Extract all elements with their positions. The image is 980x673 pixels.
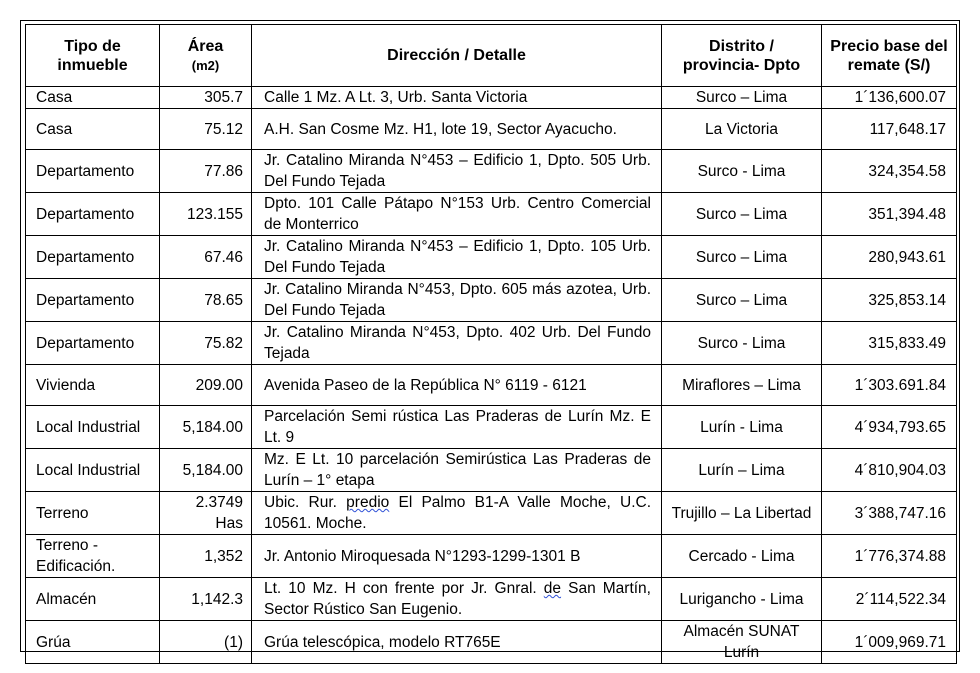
table-header — [26, 25, 957, 87]
cell-precio: 1´303.691.84 — [822, 365, 957, 406]
auction-table — [25, 24, 957, 664]
cell-distrito: Cercado - Lima — [662, 535, 822, 578]
cell-precio: 351,394.48 — [822, 193, 957, 236]
cell-area: 1,142.3 — [160, 578, 252, 621]
table-row — [26, 236, 957, 279]
table-row — [26, 365, 957, 406]
spellcheck-word: predio — [346, 494, 390, 511]
cell-precio: 1´136,600.07 — [822, 87, 957, 109]
header-area-unit: (m2) — [191, 57, 220, 73]
cell-area: 75.12 — [160, 109, 252, 150]
cell-distrito: Surco – Lima — [662, 279, 822, 322]
table-row — [26, 322, 957, 365]
header-tipo: Tipo de inmueble — [26, 25, 160, 87]
cell-direccion: Mz. E Lt. 10 parcelación Semirústica Las Praderas de Lurín – 1° etapa — [252, 449, 662, 492]
cell-tipo: Casa — [26, 87, 160, 109]
cell-distrito: Surco - Lima — [662, 322, 822, 365]
cell-tipo: Terreno - Edificación. — [26, 535, 160, 578]
cell-precio: 4´810,904.03 — [822, 449, 957, 492]
cell-distrito: La Victoria — [662, 109, 822, 150]
cell-direccion: Jr. Catalino Miranda N°453 – Edificio 1, Dpto. 505 Urb. Del Fundo Tejada — [252, 150, 662, 193]
table-row — [26, 492, 957, 535]
cell-area: 5,184.00 — [160, 449, 252, 492]
cell-precio: 117,648.17 — [822, 109, 957, 150]
cell-area: 67.46 — [160, 236, 252, 279]
cell-area: 77.86 — [160, 150, 252, 193]
table-row — [26, 406, 957, 449]
cell-direccion: Jr. Catalino Miranda N°453, Dpto. 402 Urb. Del Fundo Tejada — [252, 322, 662, 365]
cell-area: 2.3749 Has — [160, 492, 252, 535]
cell-tipo: Almacén — [26, 578, 160, 621]
table-row — [26, 621, 957, 664]
cell-direccion: A.H. San Cosme Mz. H1, lote 19, Sector Ayacucho. — [252, 109, 662, 150]
cell-distrito: Trujillo – La Libertad — [662, 492, 822, 535]
cell-distrito: Surco – Lima — [662, 193, 822, 236]
direccion-text-pre: Lt. 10 Mz. H con frente por Jr. Gnral. — [264, 580, 544, 597]
header-direccion: Dirección / Detalle — [252, 25, 662, 87]
cell-direccion: Grúa telescópica, modelo RT765E — [252, 621, 662, 664]
cell-distrito: Miraflores – Lima — [662, 365, 822, 406]
direccion-text-pre: Ubic. Rur. — [264, 494, 347, 511]
cell-tipo: Terreno — [26, 492, 160, 535]
cell-precio: 2´114,522.34 — [822, 578, 957, 621]
table-row — [26, 109, 957, 150]
header-area-label: Área — [187, 37, 224, 55]
cell-direccion: Calle 1 Mz. A Lt. 3, Urb. Santa Victoria — [252, 87, 662, 109]
table-row — [26, 193, 957, 236]
header-distrito: Distrito / provincia- Dpto — [662, 25, 822, 87]
cell-tipo: Departamento — [26, 322, 160, 365]
cell-area: 75.82 — [160, 322, 252, 365]
cell-distrito: Lurín - Lima — [662, 406, 822, 449]
cell-tipo: Departamento — [26, 150, 160, 193]
direccion-text-post: San Martín, Sector Rústico San Eugenio. — [264, 580, 651, 618]
cell-tipo: Departamento — [26, 193, 160, 236]
cell-distrito: Lurín – Lima — [662, 449, 822, 492]
cell-precio: 324,354.58 — [822, 150, 957, 193]
header-precio: Precio base del remate (S/) — [822, 25, 957, 87]
header-area — [160, 25, 252, 87]
cell-tipo: Departamento — [26, 279, 160, 322]
cell-area: 305.7 — [160, 87, 252, 109]
table-body — [26, 87, 957, 664]
cell-precio: 325,853.14 — [822, 279, 957, 322]
table-row — [26, 87, 957, 109]
spellcheck-word: de — [543, 580, 562, 597]
cell-direccion: Avenida Paseo de la República N° 6119 - 6121 — [252, 365, 662, 406]
cell-direccion: Jr. Antonio Miroquesada N°1293-1299-1301 B — [252, 535, 662, 578]
cell-area: 78.65 — [160, 279, 252, 322]
cell-direccion: Parcelación Semi rústica Las Praderas de Lurín Mz. E Lt. 9 — [252, 406, 662, 449]
cell-area: 123.155 — [160, 193, 252, 236]
cell-tipo: Departamento — [26, 236, 160, 279]
direccion-text-post: El Palmo B1-A Valle Moche, U.C. 10561. Moche. — [264, 494, 651, 532]
cell-distrito: Almacén SUNAT Lurín — [662, 621, 822, 664]
cell-distrito: Surco – Lima — [662, 87, 822, 109]
table-row — [26, 535, 957, 578]
cell-tipo: Vivienda — [26, 365, 160, 406]
cell-tipo: Local Industrial — [26, 449, 160, 492]
table-row — [26, 150, 957, 193]
cell-direccion: Jr. Catalino Miranda N°453, Dpto. 605 más azotea, Urb. Del Fundo Tejada — [252, 279, 662, 322]
cell-tipo: Grúa — [26, 621, 160, 664]
table-row — [26, 578, 957, 621]
cell-precio: 4´934,793.65 — [822, 406, 957, 449]
cell-tipo: Casa — [26, 109, 160, 150]
cell-tipo: Local Industrial — [26, 406, 160, 449]
cell-direccion: Jr. Catalino Miranda N°453 – Edificio 1, Dpto. 105 Urb. Del Fundo Tejada — [252, 236, 662, 279]
cell-precio: 1´009,969.71 — [822, 621, 957, 664]
cell-direccion: Dpto. 101 Calle Pátapo N°153 Urb. Centro Comercial de Monterrico — [252, 193, 662, 236]
cell-area: (1) — [160, 621, 252, 664]
cell-distrito: Surco – Lima — [662, 236, 822, 279]
cell-precio: 280,943.61 — [822, 236, 957, 279]
cell-precio: 315,833.49 — [822, 322, 957, 365]
cell-area: 209.00 — [160, 365, 252, 406]
table-row — [26, 449, 957, 492]
cell-direccion — [252, 492, 662, 535]
cell-area: 5,184.00 — [160, 406, 252, 449]
cell-distrito: Lurigancho - Lima — [662, 578, 822, 621]
cell-precio: 1´776,374.88 — [822, 535, 957, 578]
cell-area: 1,352 — [160, 535, 252, 578]
cell-precio: 3´388,747.16 — [822, 492, 957, 535]
cell-direccion — [252, 578, 662, 621]
cell-distrito: Surco - Lima — [662, 150, 822, 193]
table-row — [26, 279, 957, 322]
